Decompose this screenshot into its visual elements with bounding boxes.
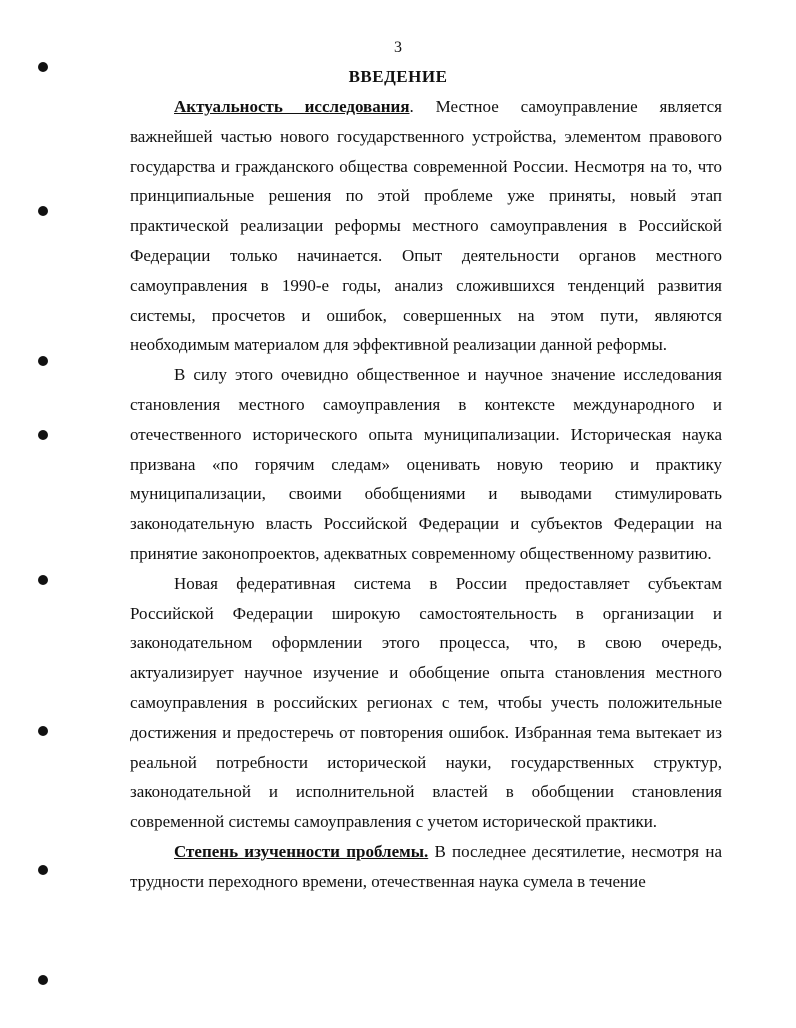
page-title: ВВЕДЕНИЕ — [348, 67, 448, 86]
paragraph-lead: Степень изученности проблемы. — [174, 841, 429, 861]
paragraph-text: В силу этого очевидно общественное и научное значение исследования становления местного самоуправления в контексте международного и отечественного исторического опыта муниципализации. Историческая наука призвана «по горячим следам» оценивать новую теорию и практику муниципализации, своими обобщениями и выводами стимулировать законодательную власть Российской Федерации и субъектов Федерации на принятие законопроектов, адекватных современному общественному развитию. — [130, 365, 722, 563]
punch-hole-mark — [38, 865, 48, 875]
paragraph-relevance — [130, 92, 722, 360]
page-number: 3 — [394, 39, 402, 56]
paragraph-significance — [130, 360, 722, 569]
paragraph-text: Новая федеративная система в России предоставляет субъектам Российской Федерации широкую самостоятельность в организации и законодательном оформлении этого процесса, что, в свою очередь, актуализирует научное изучение и обобщение опыта становления местного самоуправления в российских регионах с тем, чтобы учесть положительные достижения и предостеречь от повторения ошибок. Избранная тема вытекает из реальной потребности исторической науки, государственных структур, законодательной и исполнительной властей в обобщении становления современной системы самоуправления с учетом исторической практики. — [130, 573, 722, 832]
body-text — [130, 92, 722, 897]
paragraph-degree-of-study — [130, 837, 722, 897]
paragraph-lead: Актуальность исследования — [174, 97, 410, 116]
punch-hole-mark — [38, 62, 48, 72]
punch-hole-mark — [38, 430, 48, 440]
punch-hole-mark — [38, 575, 48, 585]
punch-hole-mark — [38, 356, 48, 366]
punch-hole-mark — [38, 726, 48, 736]
paragraph-text: . Местное самоуправление является важнейшей частью нового государственного устройства, элементом правового государства и гражданского общества современной России. Несмотря на то, что принципиальные решения по этой проблеме уже приняты, новый этап практической реализации реформы местного самоуправления в Российской Федерации только начинается. Опыт деятельности органов местного самоуправления в 1990-е годы, анализ сложившихся тенденций развития системы, просчетов и ошибок, совершенных на этом пути, являются необходимым материалом для эффективной реализации данной реформы. — [130, 97, 722, 355]
paragraph-federative-system — [130, 569, 722, 837]
punch-hole-mark — [38, 206, 48, 216]
paragraph-text: В последнее десятилетие, несмотря на трудности переходного времени, отечественная наука сумела в течение — [130, 841, 722, 891]
punch-hole-mark — [38, 975, 48, 985]
